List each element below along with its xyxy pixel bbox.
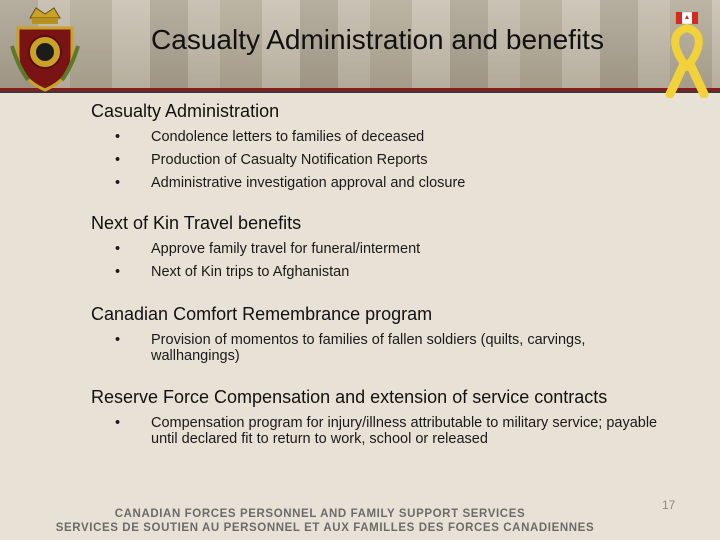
section-casualty-administration (91, 100, 701, 191)
list-item: • Compensation program for injury/illness attributable to military service; payable until declared fit to return to work, school or released (115, 415, 658, 447)
list-item: • Provision of momentos to families of fallen soldiers (quilts, carvings, wallhangings) (115, 332, 586, 364)
section-reserve-force-compensation (91, 386, 701, 447)
footer-line-french: SERVICES DE SOUTIEN AU PERSONNEL ET AUX FAMILLES DES FORCES CANADIENNES (55, 522, 595, 534)
header-divider-dark (0, 91, 720, 93)
section-title: Reserve Force Compensation and extension of service contracts (91, 387, 608, 407)
section-next-of-kin-travel (91, 212, 701, 280)
slide-title: Casualty Administration and benefits (151, 24, 604, 55)
page-number: 17 (662, 498, 676, 512)
bullet-icon: • (115, 129, 121, 145)
bullet-icon: • (115, 264, 121, 280)
list-item: • Approve family travel for funeral/interment (115, 241, 421, 257)
bullet-icon: • (115, 175, 121, 191)
yellow-ribbon-icon (658, 8, 716, 98)
bullet-icon: • (115, 241, 121, 257)
list-item: • Next of Kin trips to Afghanistan (115, 264, 350, 280)
footer-line-english: CANADIAN FORCES PERSONNEL AND FAMILY SUPPORT SERVICES (114, 508, 526, 520)
bullet-icon: • (115, 152, 121, 168)
list-item: • Condolence letters to families of deceased (115, 129, 425, 145)
section-title: Canadian Comfort Remembrance program (91, 304, 433, 324)
section-comfort-remembrance (91, 303, 701, 364)
footer (0, 507, 720, 535)
section-title: Next of Kin Travel benefits (91, 213, 302, 233)
list-item: • Administrative investigation approval and closure (115, 175, 466, 191)
list-item: • Production of Casualty Notification Reports (115, 152, 428, 168)
military-crest-icon (8, 6, 82, 96)
section-title: Casualty Administration (91, 101, 280, 121)
content-area (91, 98, 701, 454)
bullet-icon: • (115, 332, 121, 348)
bullet-icon: • (115, 415, 121, 431)
